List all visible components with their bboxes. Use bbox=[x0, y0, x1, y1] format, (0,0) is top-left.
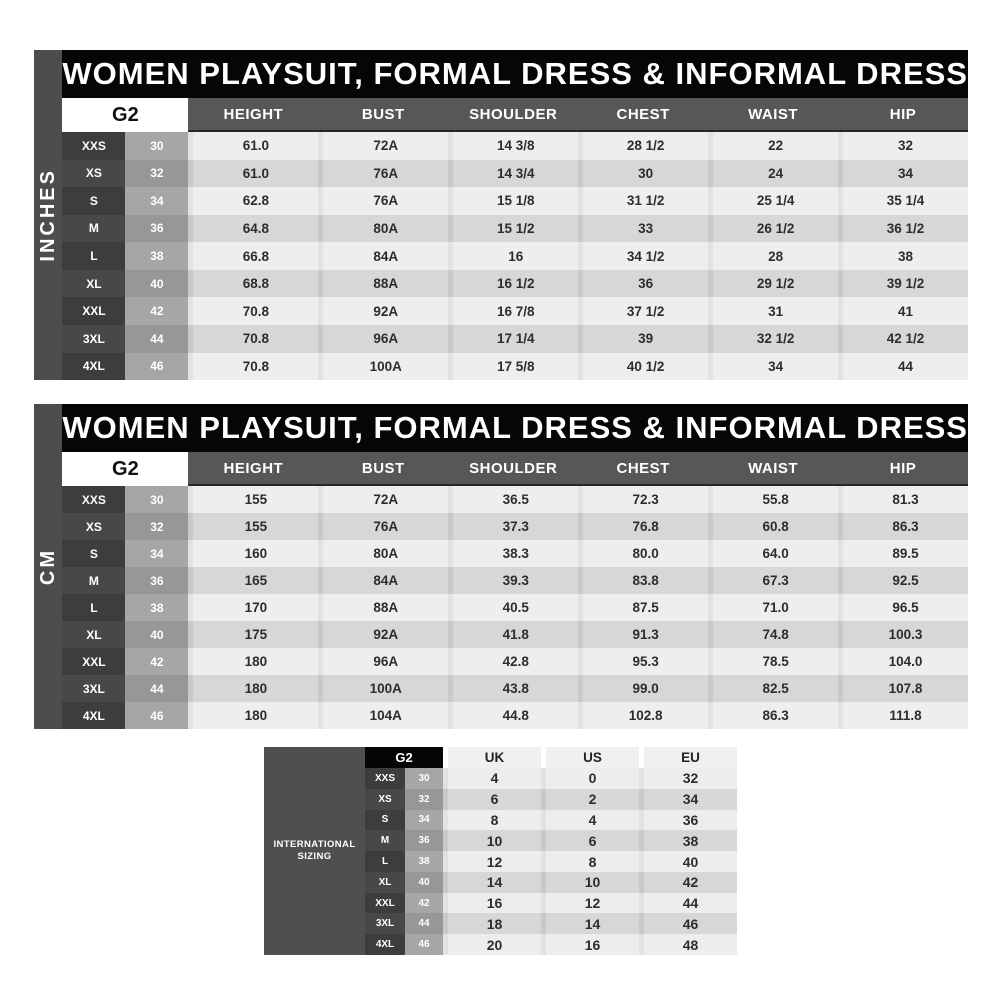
us-cell: 16 bbox=[541, 934, 639, 955]
chest-cell: 33 bbox=[578, 215, 708, 243]
shoulder-cell: 44.8 bbox=[448, 702, 578, 729]
uk-cell: 6 bbox=[443, 789, 541, 810]
us-cell: 14 bbox=[541, 913, 639, 934]
g2-number-cell: 46 bbox=[405, 934, 443, 955]
column-header-chest: CHEST bbox=[578, 452, 708, 486]
cm-unit-sidebar bbox=[34, 404, 62, 729]
shoulder-cell: 14 3/4 bbox=[448, 160, 578, 188]
us-cell: 12 bbox=[541, 893, 639, 914]
us-cell: 6 bbox=[541, 830, 639, 851]
bust-cell: 80A bbox=[318, 540, 448, 567]
bust-cell: 80A bbox=[318, 215, 448, 243]
height-cell: 61.0 bbox=[188, 160, 318, 188]
shoulder-cell: 42.8 bbox=[448, 648, 578, 675]
hip-cell: 36 1/2 bbox=[838, 215, 968, 243]
size-label-cell: 4XL bbox=[62, 353, 125, 381]
hip-cell: 100.3 bbox=[838, 621, 968, 648]
hip-cell: 89.5 bbox=[838, 540, 968, 567]
size-row bbox=[62, 540, 968, 567]
size-row bbox=[62, 621, 968, 648]
hip-cell: 42 1/2 bbox=[838, 325, 968, 353]
inches-header-row bbox=[62, 98, 968, 132]
uk-cell: 18 bbox=[443, 913, 541, 934]
size-label-cell: XS bbox=[62, 513, 125, 540]
size-row bbox=[62, 242, 968, 270]
international-table bbox=[365, 747, 737, 955]
g2-number-cell: 32 bbox=[125, 513, 188, 540]
bust-cell: 84A bbox=[318, 567, 448, 594]
column-header-bust: BUST bbox=[318, 98, 448, 132]
cm-unit-label: CM bbox=[36, 547, 59, 586]
size-row bbox=[62, 486, 968, 513]
shoulder-cell: 39.3 bbox=[448, 567, 578, 594]
uk-cell: 12 bbox=[443, 851, 541, 872]
size-row bbox=[365, 768, 737, 789]
g2-number-cell: 34 bbox=[125, 540, 188, 567]
size-label-cell: XL bbox=[62, 621, 125, 648]
waist-cell: 34 bbox=[708, 353, 838, 381]
eu-cell: 32 bbox=[639, 768, 737, 789]
size-label-cell: L bbox=[365, 851, 405, 872]
size-row bbox=[62, 325, 968, 353]
g2-number-cell: 42 bbox=[125, 297, 188, 325]
hip-cell: 86.3 bbox=[838, 513, 968, 540]
hip-cell: 38 bbox=[838, 242, 968, 270]
uk-cell: 20 bbox=[443, 934, 541, 955]
size-row bbox=[62, 702, 968, 729]
size-label-cell: L bbox=[62, 594, 125, 621]
eu-cell: 44 bbox=[639, 893, 737, 914]
international-header-row bbox=[365, 747, 737, 768]
g2-number-cell: 30 bbox=[405, 768, 443, 789]
waist-cell: 86.3 bbox=[708, 702, 838, 729]
g2-number-cell: 46 bbox=[125, 353, 188, 381]
shoulder-cell: 14 3/8 bbox=[448, 132, 578, 160]
column-header-uk: UK bbox=[443, 747, 541, 768]
shoulder-cell: 38.3 bbox=[448, 540, 578, 567]
eu-cell: 36 bbox=[639, 810, 737, 831]
hip-cell: 107.8 bbox=[838, 675, 968, 702]
waist-cell: 67.3 bbox=[708, 567, 838, 594]
uk-cell: 4 bbox=[443, 768, 541, 789]
size-row bbox=[365, 810, 737, 831]
g2-number-cell: 38 bbox=[125, 594, 188, 621]
waist-cell: 22 bbox=[708, 132, 838, 160]
bust-cell: 92A bbox=[318, 621, 448, 648]
size-label-cell: M bbox=[62, 215, 125, 243]
height-cell: 155 bbox=[188, 486, 318, 513]
eu-cell: 42 bbox=[639, 872, 737, 893]
hip-cell: 39 1/2 bbox=[838, 270, 968, 298]
g2-number-cell: 32 bbox=[125, 160, 188, 188]
chest-cell: 91.3 bbox=[578, 621, 708, 648]
eu-cell: 34 bbox=[639, 789, 737, 810]
size-row bbox=[62, 594, 968, 621]
size-label-cell: S bbox=[365, 810, 405, 831]
eu-cell: 40 bbox=[639, 851, 737, 872]
uk-cell: 8 bbox=[443, 810, 541, 831]
size-row bbox=[365, 830, 737, 851]
waist-cell: 29 1/2 bbox=[708, 270, 838, 298]
column-header-us: US bbox=[541, 747, 639, 768]
chest-cell: 39 bbox=[578, 325, 708, 353]
g2-number-cell: 42 bbox=[405, 893, 443, 914]
size-row bbox=[365, 934, 737, 955]
height-cell: 66.8 bbox=[188, 242, 318, 270]
eu-cell: 46 bbox=[639, 913, 737, 934]
size-label-cell: XS bbox=[365, 789, 405, 810]
bust-cell: 88A bbox=[318, 594, 448, 621]
size-row bbox=[365, 851, 737, 872]
g2-number-cell: 40 bbox=[125, 621, 188, 648]
waist-cell: 60.8 bbox=[708, 513, 838, 540]
height-cell: 68.8 bbox=[188, 270, 318, 298]
shoulder-cell: 17 1/4 bbox=[448, 325, 578, 353]
chest-cell: 31 1/2 bbox=[578, 187, 708, 215]
g2-number-cell: 30 bbox=[125, 132, 188, 160]
bust-cell: 76A bbox=[318, 513, 448, 540]
chest-cell: 83.8 bbox=[578, 567, 708, 594]
waist-cell: 28 bbox=[708, 242, 838, 270]
g2-number-cell: 38 bbox=[405, 851, 443, 872]
size-label-cell: M bbox=[365, 830, 405, 851]
bust-cell: 92A bbox=[318, 297, 448, 325]
waist-cell: 71.0 bbox=[708, 594, 838, 621]
eu-cell: 38 bbox=[639, 830, 737, 851]
column-header-eu: EU bbox=[639, 747, 737, 768]
waist-cell: 78.5 bbox=[708, 648, 838, 675]
g2-number-cell: 36 bbox=[125, 215, 188, 243]
size-label-cell: 4XL bbox=[365, 934, 405, 955]
height-cell: 180 bbox=[188, 675, 318, 702]
shoulder-cell: 37.3 bbox=[448, 513, 578, 540]
waist-cell: 26 1/2 bbox=[708, 215, 838, 243]
cm-table bbox=[62, 404, 968, 729]
column-header-g2: G2 bbox=[365, 747, 443, 768]
shoulder-cell: 36.5 bbox=[448, 486, 578, 513]
international-rows bbox=[365, 768, 737, 955]
uk-cell: 10 bbox=[443, 830, 541, 851]
bust-cell: 96A bbox=[318, 648, 448, 675]
chest-cell: 76.8 bbox=[578, 513, 708, 540]
g2-number-cell: 46 bbox=[125, 702, 188, 729]
shoulder-cell: 16 bbox=[448, 242, 578, 270]
height-cell: 160 bbox=[188, 540, 318, 567]
size-row bbox=[62, 675, 968, 702]
size-label-cell: XXL bbox=[62, 297, 125, 325]
us-cell: 10 bbox=[541, 872, 639, 893]
size-row bbox=[62, 187, 968, 215]
chest-cell: 72.3 bbox=[578, 486, 708, 513]
chest-cell: 34 1/2 bbox=[578, 242, 708, 270]
size-row bbox=[365, 789, 737, 810]
cm-table-title: WOMEN PLAYSUIT, FORMAL DRESS & INFORMAL DRESS bbox=[62, 404, 968, 452]
shoulder-cell: 16 7/8 bbox=[448, 297, 578, 325]
hip-cell: 104.0 bbox=[838, 648, 968, 675]
chest-cell: 37 1/2 bbox=[578, 297, 708, 325]
waist-cell: 55.8 bbox=[708, 486, 838, 513]
size-label-cell: L bbox=[62, 242, 125, 270]
cm-rows bbox=[62, 486, 968, 729]
us-cell: 8 bbox=[541, 851, 639, 872]
height-cell: 155 bbox=[188, 513, 318, 540]
inches-rows bbox=[62, 132, 968, 380]
size-label-cell: M bbox=[62, 567, 125, 594]
height-cell: 170 bbox=[188, 594, 318, 621]
waist-cell: 82.5 bbox=[708, 675, 838, 702]
inches-table bbox=[62, 50, 968, 380]
cm-header-row bbox=[62, 452, 968, 486]
height-cell: 165 bbox=[188, 567, 318, 594]
inches-unit-label: INCHES bbox=[36, 168, 59, 262]
chest-cell: 95.3 bbox=[578, 648, 708, 675]
column-header-waist: WAIST bbox=[708, 98, 838, 132]
shoulder-cell: 16 1/2 bbox=[448, 270, 578, 298]
g2-number-cell: 30 bbox=[125, 486, 188, 513]
size-label-cell: S bbox=[62, 540, 125, 567]
column-header-shoulder: SHOULDER bbox=[448, 98, 578, 132]
hip-cell: 34 bbox=[838, 160, 968, 188]
chest-cell: 80.0 bbox=[578, 540, 708, 567]
column-header-g2: G2 bbox=[62, 98, 188, 132]
size-row bbox=[62, 270, 968, 298]
hip-cell: 92.5 bbox=[838, 567, 968, 594]
bust-cell: 72A bbox=[318, 132, 448, 160]
height-cell: 180 bbox=[188, 648, 318, 675]
size-row bbox=[62, 513, 968, 540]
bust-cell: 88A bbox=[318, 270, 448, 298]
g2-number-cell: 34 bbox=[125, 187, 188, 215]
g2-number-cell: 44 bbox=[125, 675, 188, 702]
international-sizing-label bbox=[264, 747, 365, 955]
column-header-waist: WAIST bbox=[708, 452, 838, 486]
chest-cell: 87.5 bbox=[578, 594, 708, 621]
hip-cell: 81.3 bbox=[838, 486, 968, 513]
chest-cell: 102.8 bbox=[578, 702, 708, 729]
bust-cell: 100A bbox=[318, 353, 448, 381]
size-label-cell: XXS bbox=[62, 486, 125, 513]
shoulder-cell: 40.5 bbox=[448, 594, 578, 621]
chest-cell: 30 bbox=[578, 160, 708, 188]
height-cell: 70.8 bbox=[188, 325, 318, 353]
height-cell: 70.8 bbox=[188, 297, 318, 325]
bust-cell: 100A bbox=[318, 675, 448, 702]
size-label-cell: XXL bbox=[365, 893, 405, 914]
hip-cell: 111.8 bbox=[838, 702, 968, 729]
chest-cell: 99.0 bbox=[578, 675, 708, 702]
shoulder-cell: 15 1/8 bbox=[448, 187, 578, 215]
waist-cell: 31 bbox=[708, 297, 838, 325]
g2-number-cell: 44 bbox=[405, 913, 443, 934]
size-row bbox=[365, 913, 737, 934]
waist-cell: 25 1/4 bbox=[708, 187, 838, 215]
bust-cell: 104A bbox=[318, 702, 448, 729]
shoulder-cell: 43.8 bbox=[448, 675, 578, 702]
waist-cell: 64.0 bbox=[708, 540, 838, 567]
size-label-cell: 3XL bbox=[62, 325, 125, 353]
hip-cell: 96.5 bbox=[838, 594, 968, 621]
waist-cell: 74.8 bbox=[708, 621, 838, 648]
column-header-height: HEIGHT bbox=[188, 452, 318, 486]
height-cell: 70.8 bbox=[188, 353, 318, 381]
size-label-cell: S bbox=[62, 187, 125, 215]
us-cell: 4 bbox=[541, 810, 639, 831]
size-row bbox=[62, 353, 968, 381]
column-header-height: HEIGHT bbox=[188, 98, 318, 132]
size-label-cell: XXS bbox=[365, 768, 405, 789]
us-cell: 0 bbox=[541, 768, 639, 789]
size-row bbox=[62, 132, 968, 160]
cm-size-chart bbox=[34, 404, 968, 729]
shoulder-cell: 41.8 bbox=[448, 621, 578, 648]
hip-cell: 41 bbox=[838, 297, 968, 325]
size-label-cell: XS bbox=[62, 160, 125, 188]
g2-number-cell: 42 bbox=[125, 648, 188, 675]
inches-size-chart bbox=[34, 50, 968, 380]
bust-cell: 76A bbox=[318, 160, 448, 188]
bust-cell: 76A bbox=[318, 187, 448, 215]
hip-cell: 44 bbox=[838, 353, 968, 381]
size-row bbox=[62, 215, 968, 243]
shoulder-cell: 17 5/8 bbox=[448, 353, 578, 381]
g2-number-cell: 44 bbox=[125, 325, 188, 353]
column-header-g2: G2 bbox=[62, 452, 188, 486]
height-cell: 175 bbox=[188, 621, 318, 648]
waist-cell: 32 1/2 bbox=[708, 325, 838, 353]
g2-number-cell: 40 bbox=[405, 872, 443, 893]
uk-cell: 14 bbox=[443, 872, 541, 893]
height-cell: 61.0 bbox=[188, 132, 318, 160]
uk-cell: 16 bbox=[443, 893, 541, 914]
g2-number-cell: 40 bbox=[125, 270, 188, 298]
hip-cell: 32 bbox=[838, 132, 968, 160]
column-header-chest: CHEST bbox=[578, 98, 708, 132]
size-label-cell: XXL bbox=[62, 648, 125, 675]
height-cell: 180 bbox=[188, 702, 318, 729]
international-size-chart bbox=[264, 747, 737, 955]
waist-cell: 24 bbox=[708, 160, 838, 188]
shoulder-cell: 15 1/2 bbox=[448, 215, 578, 243]
size-label-cell: XL bbox=[365, 872, 405, 893]
column-header-hip: HIP bbox=[838, 452, 968, 486]
bust-cell: 72A bbox=[318, 486, 448, 513]
g2-number-cell: 38 bbox=[125, 242, 188, 270]
chest-cell: 40 1/2 bbox=[578, 353, 708, 381]
height-cell: 64.8 bbox=[188, 215, 318, 243]
us-cell: 2 bbox=[541, 789, 639, 810]
chest-cell: 36 bbox=[578, 270, 708, 298]
international-label-line2: SIZING bbox=[297, 851, 332, 862]
size-label-cell: XL bbox=[62, 270, 125, 298]
g2-number-cell: 36 bbox=[405, 830, 443, 851]
size-row bbox=[365, 872, 737, 893]
bust-cell: 96A bbox=[318, 325, 448, 353]
g2-number-cell: 36 bbox=[125, 567, 188, 594]
inches-unit-sidebar bbox=[34, 50, 62, 380]
eu-cell: 48 bbox=[639, 934, 737, 955]
height-cell: 62.8 bbox=[188, 187, 318, 215]
size-label-cell: 3XL bbox=[62, 675, 125, 702]
international-label-line1: INTERNATIONAL bbox=[273, 839, 356, 851]
size-label-cell: XXS bbox=[62, 132, 125, 160]
size-row bbox=[62, 297, 968, 325]
column-header-hip: HIP bbox=[838, 98, 968, 132]
hip-cell: 35 1/4 bbox=[838, 187, 968, 215]
size-row bbox=[62, 567, 968, 594]
bust-cell: 84A bbox=[318, 242, 448, 270]
size-row bbox=[365, 893, 737, 914]
column-header-bust: BUST bbox=[318, 452, 448, 486]
g2-number-cell: 32 bbox=[405, 789, 443, 810]
size-label-cell: 3XL bbox=[365, 913, 405, 934]
chest-cell: 28 1/2 bbox=[578, 132, 708, 160]
size-label-cell: 4XL bbox=[62, 702, 125, 729]
g2-number-cell: 34 bbox=[405, 810, 443, 831]
size-row bbox=[62, 648, 968, 675]
inches-table-title: WOMEN PLAYSUIT, FORMAL DRESS & INFORMAL DRESS bbox=[62, 50, 968, 98]
size-row bbox=[62, 160, 968, 188]
column-header-shoulder: SHOULDER bbox=[448, 452, 578, 486]
